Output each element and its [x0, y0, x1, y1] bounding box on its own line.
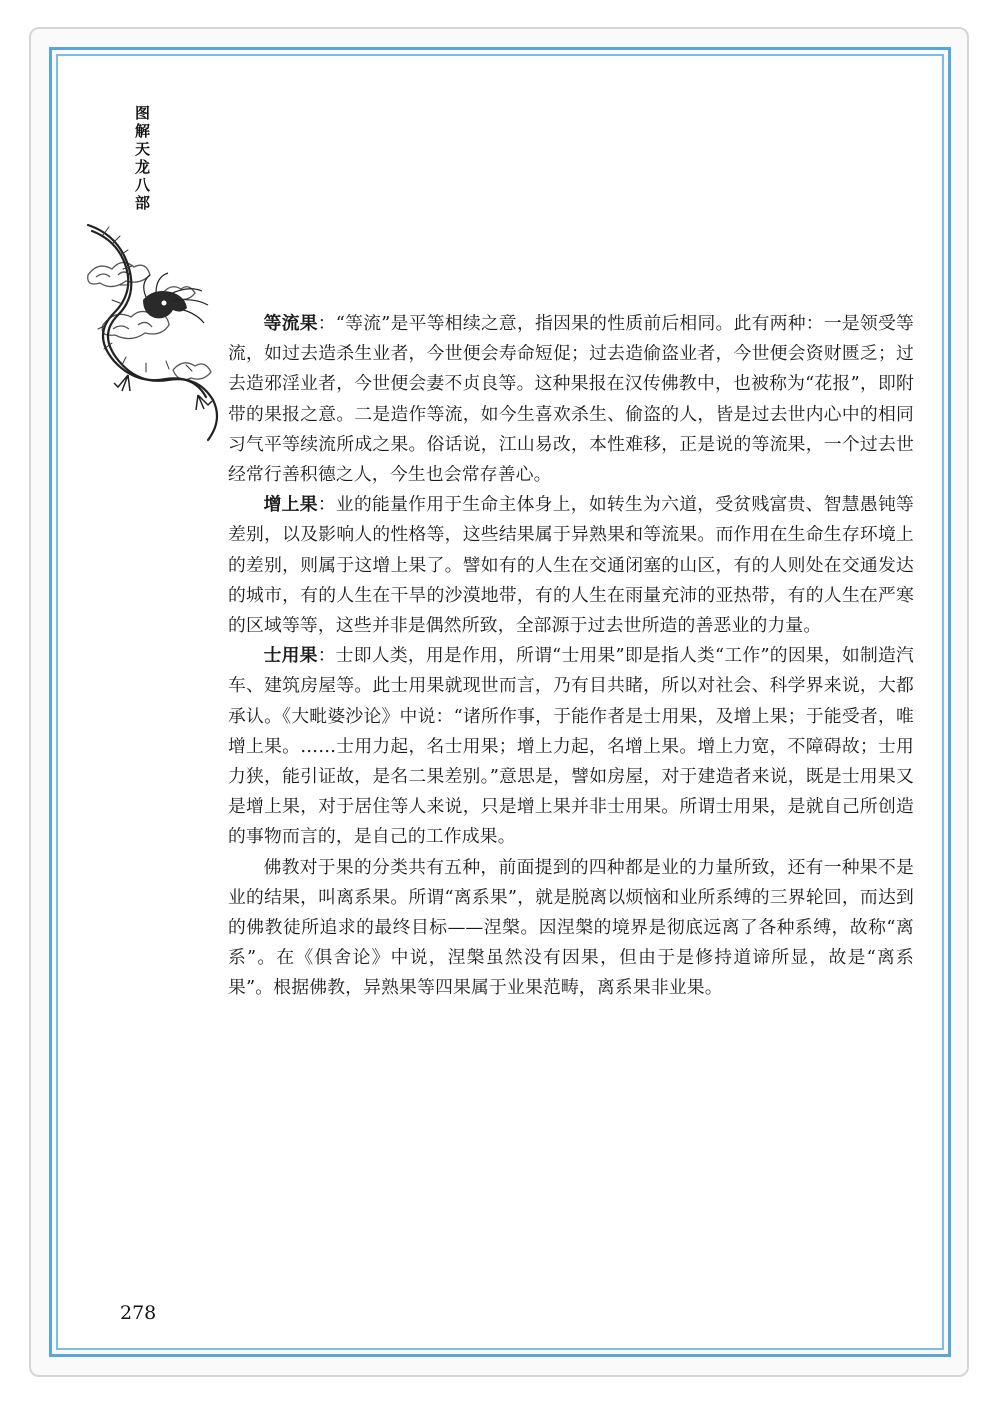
paragraph-dengliuguo [228, 309, 914, 490]
term-zengshangguo: 增上果 [263, 494, 318, 516]
paragraph-text: ：“等流”是平等相续之意，指因果的性质前后相同。此有两种：一是领受等流，如过去造杀生业者，今世便会寿命短促；过去造偷盗业者，今世便会资财匮乏；过去造邪淫业者，今世便会妻不贞良等。这种果报在汉传佛教中，也被称为“花报”，即附带的果报之意。二是造作等流，如今生喜欢杀生、偷盗的人，皆是过去世内心中的相同习气平等续流所成之果。俗话说，江山易改，本性难移，正是说的等流果，一个过去世经常行善积德之人，今生也会常存善心。 [228, 313, 914, 486]
paragraph-text: 佛教对于果的分类共有五种，前面提到的四种都是业的力量所致，还有一种果不是业的结果，叫离系果。所谓“离系果”，就是脱离以烦恼和业所系缚的三界轮回，而达到的佛教徒所追求的最终目标——涅槃。因涅槃的境界是彻底远离了各种系缚，故称“离系”。在《俱舍论》中说，涅槃虽然没有因果，但由于是修持道谛所显，故是“离系果”。根据佛教，异熟果等四果属于业果范畴，离系果非业果。 [228, 856, 914, 999]
paragraph-text: ：业的能量作用于生命主体身上，如转生为六道，受贫贱富贵、智慧愚钝等差别，以及影响人的性格等，这些结果属于异熟果和等流果。而作用在生命生存环境上的差别，则属于这增上果了。譬如有的人生在交通闭塞的山区，有的人则处在交通发达的城市，有的人生在干旱的沙漠地带，有的人生在雨量充沛的亚热带，有的人生在严寒的区域等等，这些并非是偶然所致，全部源于过去世所造的善恶业的力量。 [228, 494, 914, 637]
side-title: 图解天龙八部 [133, 105, 151, 213]
paragraph-lixiguo [228, 853, 914, 1004]
paragraph-zengshangguo [228, 490, 914, 641]
body-text [228, 309, 914, 1004]
term-dengliuguo: 等流果 [263, 313, 318, 334]
page-number: 278 [120, 1302, 157, 1324]
dragon-illustration-icon [68, 205, 243, 445]
term-shiyongguo: 士用果 [263, 645, 318, 667]
paragraph-text: ：士即人类，用是作用，所谓“士用果”即是指人类“工作”的因果，如制造汽车、建筑房屋等。此士用果就现世而言，乃有目共睹，所以对社会、科学界来说，大都承认。《大毗婆沙论》中说：“诸所作事，于能作者是士用果，及增上果；于能受者，唯增上果。……士用力起，名士用果；增上力起，名增上果。增上力宽，不障碍故；士用力狭，能引证故，是名二果差别。”意思是，譬如房屋，对于建造者来说，既是士用果又是增上果，对于居住等人来说，只是增上果并非士用果。所谓士用果，是就自己所创造的事物而言的，是自己的工作成果。 [228, 645, 914, 848]
paragraph-shiyongguo [228, 641, 914, 852]
